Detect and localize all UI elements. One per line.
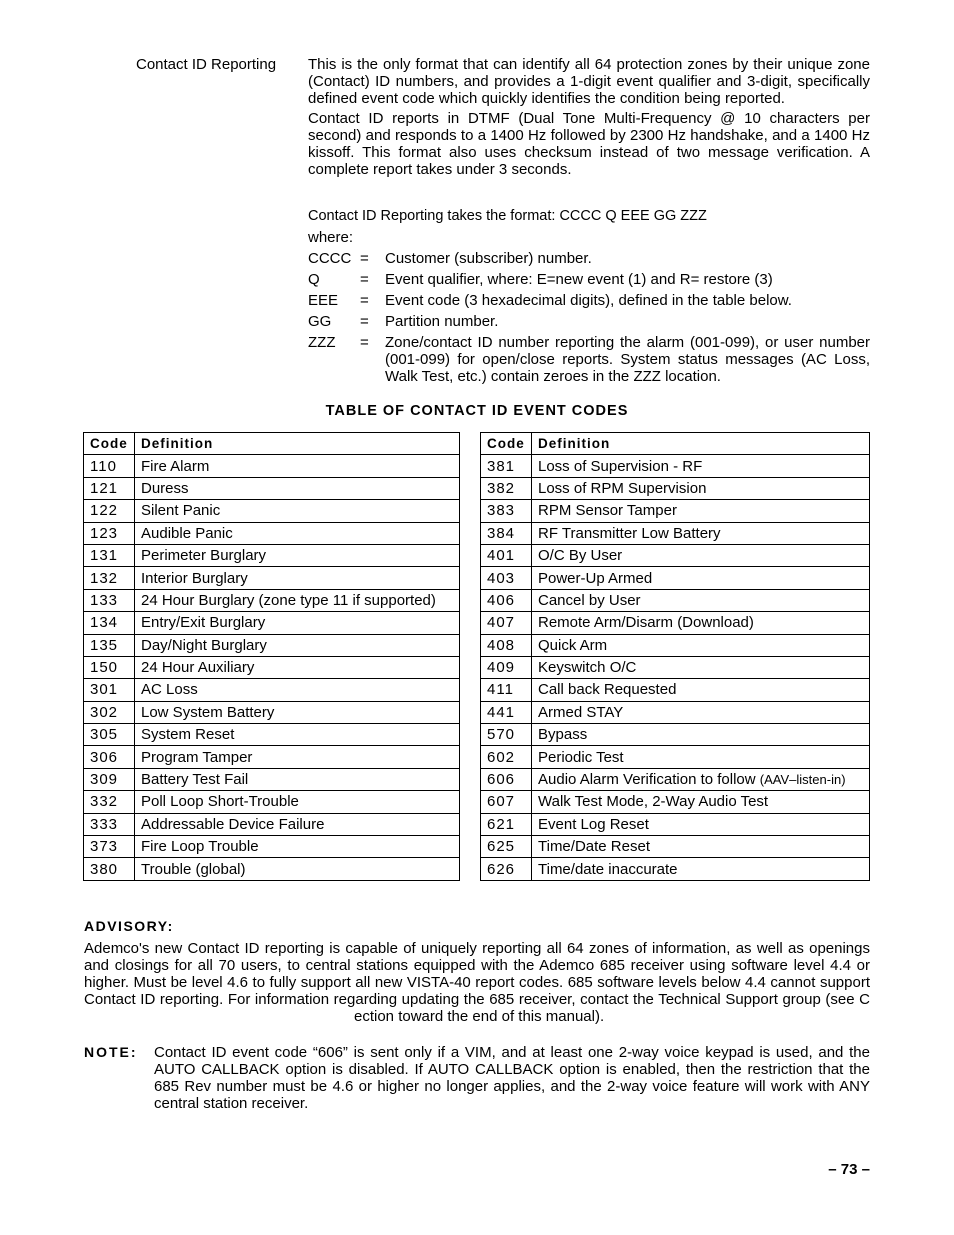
table-row: [84, 589, 460, 611]
event-definition: [532, 768, 870, 790]
event-definition-text: Cancel by User: [538, 591, 641, 609]
event-definition-text: Loss of RPM Supervision: [538, 479, 707, 497]
definition-term: CCCC: [308, 250, 352, 267]
page-number: – 73 –: [828, 1161, 870, 1178]
table-row: [481, 500, 870, 522]
definition-row: [308, 250, 870, 267]
table-row: [84, 768, 460, 790]
table-row: [481, 701, 870, 723]
event-code: 607: [481, 791, 532, 813]
advisory-heading: ADVISORY:: [84, 918, 174, 934]
event-definition-text: Audible Panic: [141, 524, 233, 542]
event-definition: [135, 634, 460, 656]
event-definition: [135, 679, 460, 701]
table-row: [481, 455, 870, 477]
left-table-body: [84, 455, 460, 880]
event-definition: [532, 746, 870, 768]
definition-equals: =: [360, 334, 369, 351]
event-definition-text: Fire Alarm: [141, 457, 210, 475]
advisory-text-part: Ademco's new Contact ID reporting is capable of uniquely reporting all 64 zones of information, as well as openings and closings for all 70 users, to central stations equipped with the Ademco 685 receiver using software level 4.4 or higher. Must be level 4.6 to fully support all new VISTA-40 report codes. 685 software levels below 4.4 cannot support Contact ID reporting. For information regarding updating the 685 receiver, contact the Technical Support group (see C: [84, 940, 870, 1008]
event-definition: [532, 567, 870, 589]
definition-equals: =: [360, 271, 369, 288]
table-row: [84, 746, 460, 768]
event-definition-text: 24 Hour Burglary (zone type 11 if supported): [141, 591, 436, 609]
code-column-header: Code: [84, 433, 135, 455]
event-definition: [135, 791, 460, 813]
event-code: 381: [481, 455, 532, 477]
table-row: [84, 500, 460, 522]
event-code: 606: [481, 768, 532, 790]
event-definition-text: Armed STAY: [538, 703, 624, 721]
table-row: [84, 455, 460, 477]
event-definition-text: Trouble (global): [141, 860, 246, 878]
event-code: 411: [481, 679, 532, 701]
table-row: [481, 724, 870, 746]
definition-description: Partition number.: [385, 313, 499, 330]
table-row: [84, 656, 460, 678]
event-definition: [532, 791, 870, 813]
definition-equals: =: [360, 313, 369, 330]
table-row: [84, 724, 460, 746]
event-definition: [135, 455, 460, 477]
table-row: [84, 634, 460, 656]
left-codes-table: [83, 432, 460, 881]
event-definition-text: AC Loss: [141, 681, 198, 699]
event-definition-text: Event Log Reset: [538, 815, 649, 833]
table-row: [481, 522, 870, 544]
definition-description: Zone/contact ID number reporting the alarm (001-099), or user number (001-099) for open/close reports. System status messages (AC Loss, Walk Test, etc.) contain zeroes in the ZZZ location.: [385, 334, 870, 385]
table-row: [84, 836, 460, 858]
event-code: 150: [84, 656, 135, 678]
table-title: TABLE OF CONTACT ID EVENT CODES: [325, 403, 629, 419]
event-code: 301: [84, 679, 135, 701]
code-column-header: Code: [481, 433, 532, 455]
event-definition-text: Walk Test Mode, 2-Way Audio Test: [538, 793, 769, 811]
definition-row: [308, 271, 870, 288]
table-row: [481, 813, 870, 835]
event-code: 302: [84, 701, 135, 723]
table-row: [481, 589, 870, 611]
event-definition: [532, 679, 870, 701]
event-definition: [532, 522, 870, 544]
definition-equals: =: [360, 250, 369, 267]
event-definition-text: 24 Hour Auxiliary: [141, 659, 255, 677]
table-row: [481, 544, 870, 566]
table-row: [481, 746, 870, 768]
event-definition: [135, 567, 460, 589]
event-code: 110: [84, 455, 135, 477]
table-row: [84, 791, 460, 813]
event-definition: [532, 477, 870, 499]
advisory-text: [84, 940, 870, 1025]
event-code: 621: [481, 813, 532, 835]
definition-term: Q: [308, 271, 320, 288]
table-row: [84, 477, 460, 499]
event-code: 306: [84, 746, 135, 768]
right-table-body: [481, 455, 870, 880]
event-definition: [135, 544, 460, 566]
event-definition: [135, 746, 460, 768]
event-definition: [532, 634, 870, 656]
event-code: 373: [84, 836, 135, 858]
event-definition: [135, 813, 460, 835]
advisory-text-part: ection toward the end of this manual).: [354, 1008, 605, 1025]
table-row: [84, 612, 460, 634]
event-code: 380: [84, 858, 135, 880]
event-definition: [135, 858, 460, 880]
event-definition: [135, 836, 460, 858]
event-code: 409: [481, 656, 532, 678]
event-definition-text: Battery Test Fail: [141, 771, 249, 789]
table-row: [481, 634, 870, 656]
event-definition: [532, 701, 870, 723]
intro-text: [308, 56, 870, 178]
event-definition: [532, 656, 870, 678]
event-definition: [532, 455, 870, 477]
intro-paragraph: Contact ID reports in DTMF (Dual Tone Multi-Frequency @ 10 characters per second) and responds to a 1400 Hz followed by 2300 Hz handshake, and a 1400 Hz kissoff. This format also uses checksum instead of two message verification. A complete report takes under 3 seconds.: [308, 110, 870, 178]
event-definition-text: Program Tamper: [141, 748, 253, 766]
table-row: [481, 858, 870, 880]
table-row: [481, 768, 870, 790]
definition-term: ZZZ: [308, 334, 336, 351]
event-definition-text: Perimeter Burglary: [141, 547, 267, 565]
event-definition-text: Time/date inaccurate: [538, 860, 678, 878]
definition-description: Event qualifier, where: E=new event (1) and R= restore (3): [385, 271, 773, 288]
right-codes-table: [480, 432, 870, 881]
event-definition: [532, 858, 870, 880]
event-definition: [135, 500, 460, 522]
event-code: 570: [481, 724, 532, 746]
event-definition-text: Fire Loop Trouble: [141, 838, 259, 856]
event-code: 383: [481, 500, 532, 522]
table-row: [84, 701, 460, 723]
event-definition: [135, 724, 460, 746]
event-definition-text: Remote Arm/Disarm (Download): [538, 614, 754, 632]
event-definition: [135, 701, 460, 723]
event-code: 121: [84, 477, 135, 499]
intro-paragraph: This is the only format that can identify all 64 protection zones by their unique zone (Contact) ID numbers, and provides a 1-digit event qualifier and 3-digit, specifically defined event code which quickly identifies the condition being reported.: [308, 56, 870, 107]
event-definition-text: Bypass: [538, 726, 588, 744]
event-definition: [532, 612, 870, 634]
table-header-row: [481, 433, 870, 455]
event-definition-text: Poll Loop Short-Trouble: [141, 793, 299, 811]
event-code: 408: [481, 634, 532, 656]
note-heading: NOTE:: [84, 1044, 138, 1060]
event-definition: [532, 836, 870, 858]
table-row: [481, 836, 870, 858]
table-row: [481, 791, 870, 813]
definition-column-header: Definition: [135, 433, 460, 455]
table-row: [481, 612, 870, 634]
event-definition-text: Duress: [141, 479, 189, 497]
definition-column-header: Definition: [532, 433, 870, 455]
event-definition-text: Periodic Test: [538, 748, 624, 766]
definition-description: Customer (subscriber) number.: [385, 250, 592, 267]
event-definition: [135, 612, 460, 634]
event-definition: [532, 589, 870, 611]
event-code: 133: [84, 589, 135, 611]
table-row: [84, 858, 460, 880]
event-code: 131: [84, 544, 135, 566]
event-definition-text: Low System Battery: [141, 703, 275, 721]
event-code: 134: [84, 612, 135, 634]
definition-term: GG: [308, 313, 332, 330]
event-code: 332: [84, 791, 135, 813]
definition-row: [308, 292, 870, 309]
event-definition-text: Loss of Supervision - RF: [538, 457, 703, 475]
event-definition: [532, 813, 870, 835]
section-label: Contact ID Reporting: [136, 56, 277, 73]
event-code: 625: [481, 836, 532, 858]
note-text: Contact ID event code “606” is sent only if a VIM, and at least one 2-way voice keypad is used, and the AUTO CALLBACK option is disabled. If AUTO CALLBACK option is enabled, then the restriction that the 685 Rev number must be 4.6 or higher no longer applies, and the 2-way voice feature will work with ANY central station receiver.: [154, 1044, 870, 1112]
table-header-row: [84, 433, 460, 455]
event-definition-text: Audio Alarm Verification to follow: [538, 771, 756, 789]
event-definition-suffix: (AAV–listen-in): [759, 772, 846, 788]
event-definition-text: System Reset: [141, 726, 235, 744]
table-row: [84, 522, 460, 544]
event-code: 333: [84, 813, 135, 835]
definition-row: [308, 334, 870, 385]
table-row: [481, 567, 870, 589]
table-row: [84, 813, 460, 835]
event-definition: [532, 544, 870, 566]
event-definition: [532, 724, 870, 746]
event-code: 626: [481, 858, 532, 880]
event-definition-text: Addressable Device Failure: [141, 815, 325, 833]
table-row: [84, 567, 460, 589]
event-definition-text: Power-Up Armed: [538, 569, 653, 587]
format-line: Contact ID Reporting takes the format: CCCC Q EEE GG ZZZ: [308, 208, 707, 224]
event-definition-text: Keyswitch O/C: [538, 659, 637, 677]
event-code: 382: [481, 477, 532, 499]
table-row: [481, 679, 870, 701]
event-code: 135: [84, 634, 135, 656]
event-code: 441: [481, 701, 532, 723]
event-definition-text: RPM Sensor Tamper: [538, 502, 677, 520]
event-code: 406: [481, 589, 532, 611]
event-definition-text: Silent Panic: [141, 502, 221, 520]
event-code: 123: [84, 522, 135, 544]
event-code: 407: [481, 612, 532, 634]
table-row: [84, 544, 460, 566]
event-code: 384: [481, 522, 532, 544]
event-code: 403: [481, 567, 532, 589]
event-code: 602: [481, 746, 532, 768]
table-row: [481, 656, 870, 678]
event-definition-text: RF Transmitter Low Battery: [538, 524, 721, 542]
event-code: 401: [481, 544, 532, 566]
definition-equals: =: [360, 292, 369, 309]
table-row: [84, 679, 460, 701]
event-definition: [135, 656, 460, 678]
definition-description: Event code (3 hexadecimal digits), defined in the table below.: [385, 292, 792, 309]
event-code: 309: [84, 768, 135, 790]
event-definition: [135, 768, 460, 790]
event-definition-text: Call back Requested: [538, 681, 677, 699]
event-definition: [135, 477, 460, 499]
event-code: 132: [84, 567, 135, 589]
event-definition-text: O/C By User: [538, 547, 623, 565]
event-definition-text: Interior Burglary: [141, 569, 248, 587]
event-definition-text: Day/Night Burglary: [141, 636, 267, 654]
event-definition-text: Entry/Exit Burglary: [141, 614, 266, 632]
event-code: 305: [84, 724, 135, 746]
where-label: where:: [308, 229, 354, 246]
event-definition: [532, 500, 870, 522]
event-definition: [135, 589, 460, 611]
event-definition: [135, 522, 460, 544]
event-code: 122: [84, 500, 135, 522]
definitions-list: [308, 250, 870, 389]
definition-term: EEE: [308, 292, 339, 309]
table-row: [481, 477, 870, 499]
event-definition-text: Time/Date Reset: [538, 838, 650, 856]
event-definition-text: Quick Arm: [538, 636, 608, 654]
definition-row: [308, 313, 870, 330]
